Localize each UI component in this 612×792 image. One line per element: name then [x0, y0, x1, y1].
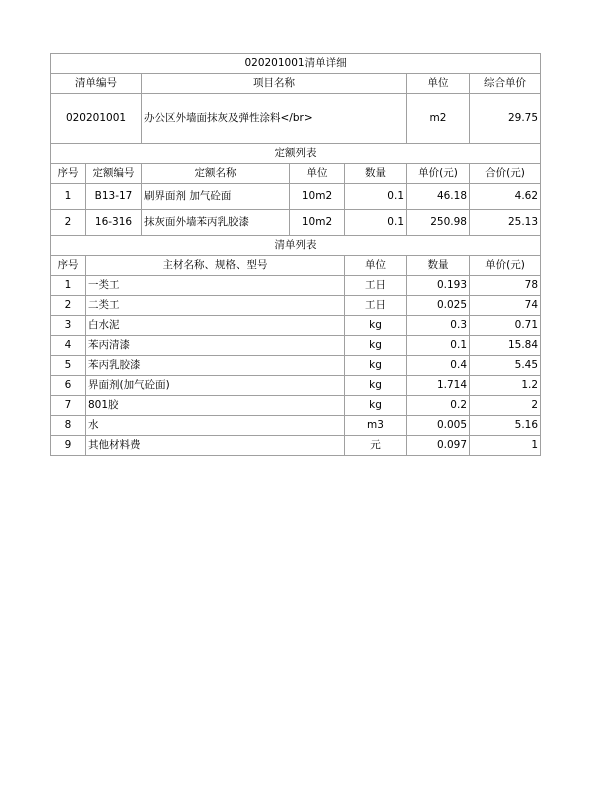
material-seq: 1 — [51, 276, 86, 296]
material-seq: 8 — [51, 416, 86, 436]
material-qty: 0.193 — [407, 276, 470, 296]
quota-total: 4.62 — [470, 184, 541, 210]
unit-header: 单位 — [407, 74, 470, 94]
material-unit-price: 78 — [470, 276, 541, 296]
material-unit: kg — [345, 356, 407, 376]
material-seq: 5 — [51, 356, 86, 376]
material-unit: 工日 — [345, 276, 407, 296]
materials-col-header: 数量 — [407, 256, 470, 276]
material-unit-price: 1 — [470, 436, 541, 456]
material-seq: 7 — [51, 396, 86, 416]
material-seq: 3 — [51, 316, 86, 336]
item-name: 办公区外墙面抹灰及弹性涂料</br> — [142, 94, 407, 144]
quota-qty: 0.1 — [345, 210, 407, 236]
material-unit-price: 74 — [470, 296, 541, 316]
quota-unit: 10m2 — [290, 184, 345, 210]
materials-col-header: 序号 — [51, 256, 86, 276]
materials-col-header: 单价(元) — [470, 256, 541, 276]
material-unit: kg — [345, 376, 407, 396]
material-unit-price: 15.84 — [470, 336, 541, 356]
quota-seq: 2 — [51, 210, 86, 236]
quota-col-header: 单位 — [290, 164, 345, 184]
material-row — [51, 376, 541, 396]
quota-col-header: 单价(元) — [407, 164, 470, 184]
material-name: 水 — [86, 416, 345, 436]
material-qty: 0.4 — [407, 356, 470, 376]
material-qty: 0.025 — [407, 296, 470, 316]
material-name: 苯丙乳胶漆 — [86, 356, 345, 376]
quota-code: 16-316 — [86, 210, 142, 236]
material-name: 白水泥 — [86, 316, 345, 336]
material-qty: 0.097 — [407, 436, 470, 456]
material-qty: 0.1 — [407, 336, 470, 356]
material-seq: 2 — [51, 296, 86, 316]
material-name: 一类工 — [86, 276, 345, 296]
materials-col-header: 主材名称、规格、型号 — [86, 256, 345, 276]
price-header: 综合单价 — [470, 74, 541, 94]
item-code: 020201001 — [51, 94, 142, 144]
material-row — [51, 436, 541, 456]
quota-unit: 10m2 — [290, 210, 345, 236]
material-unit-price: 5.45 — [470, 356, 541, 376]
name-header: 项目名称 — [142, 74, 407, 94]
material-unit: kg — [345, 396, 407, 416]
bill-detail-table — [50, 53, 541, 456]
material-row — [51, 336, 541, 356]
material-qty: 0.2 — [407, 396, 470, 416]
material-unit: 元 — [345, 436, 407, 456]
quota-col-header: 定额编号 — [86, 164, 142, 184]
quota-col-header: 合价(元) — [470, 164, 541, 184]
material-name: 801胶 — [86, 396, 345, 416]
material-unit-price: 1.2 — [470, 376, 541, 396]
material-row — [51, 416, 541, 436]
material-name: 二类工 — [86, 296, 345, 316]
material-unit-price: 0.71 — [470, 316, 541, 336]
material-name: 其他材料费 — [86, 436, 345, 456]
quota-name: 刷界面剂 加气砼面 — [142, 184, 290, 210]
material-seq: 6 — [51, 376, 86, 396]
quota-col-header: 序号 — [51, 164, 86, 184]
quota-name: 抹灰面外墙苯丙乳胶漆 — [142, 210, 290, 236]
material-unit: 工日 — [345, 296, 407, 316]
quota-qty: 0.1 — [345, 184, 407, 210]
material-row — [51, 316, 541, 336]
item-price: 29.75 — [470, 94, 541, 144]
item-unit: m2 — [407, 94, 470, 144]
material-unit-price: 5.16 — [470, 416, 541, 436]
material-qty: 0.005 — [407, 416, 470, 436]
quota-col-header: 数量 — [345, 164, 407, 184]
material-row — [51, 396, 541, 416]
material-row — [51, 356, 541, 376]
material-unit-price: 2 — [470, 396, 541, 416]
material-qty: 0.3 — [407, 316, 470, 336]
quota-seq: 1 — [51, 184, 86, 210]
quota-code: B13-17 — [86, 184, 142, 210]
code-header: 清单编号 — [51, 74, 142, 94]
table-title: 020201001清单详细 — [51, 54, 541, 74]
quota-unit-price: 250.98 — [407, 210, 470, 236]
material-unit: kg — [345, 316, 407, 336]
material-seq: 9 — [51, 436, 86, 456]
material-unit: m3 — [345, 416, 407, 436]
material-row — [51, 296, 541, 316]
material-name: 苯丙清漆 — [86, 336, 345, 356]
material-unit: kg — [345, 336, 407, 356]
materials-section-title: 清单列表 — [51, 236, 541, 256]
material-row — [51, 276, 541, 296]
material-name: 界面剂(加气砼面) — [86, 376, 345, 396]
material-qty: 1.714 — [407, 376, 470, 396]
quota-unit-price: 46.18 — [407, 184, 470, 210]
quota-row — [51, 210, 541, 236]
quota-col-header: 定额名称 — [142, 164, 290, 184]
quota-section-title: 定额列表 — [51, 144, 541, 164]
material-seq: 4 — [51, 336, 86, 356]
quota-row — [51, 184, 541, 210]
quota-total: 25.13 — [470, 210, 541, 236]
materials-col-header: 单位 — [345, 256, 407, 276]
